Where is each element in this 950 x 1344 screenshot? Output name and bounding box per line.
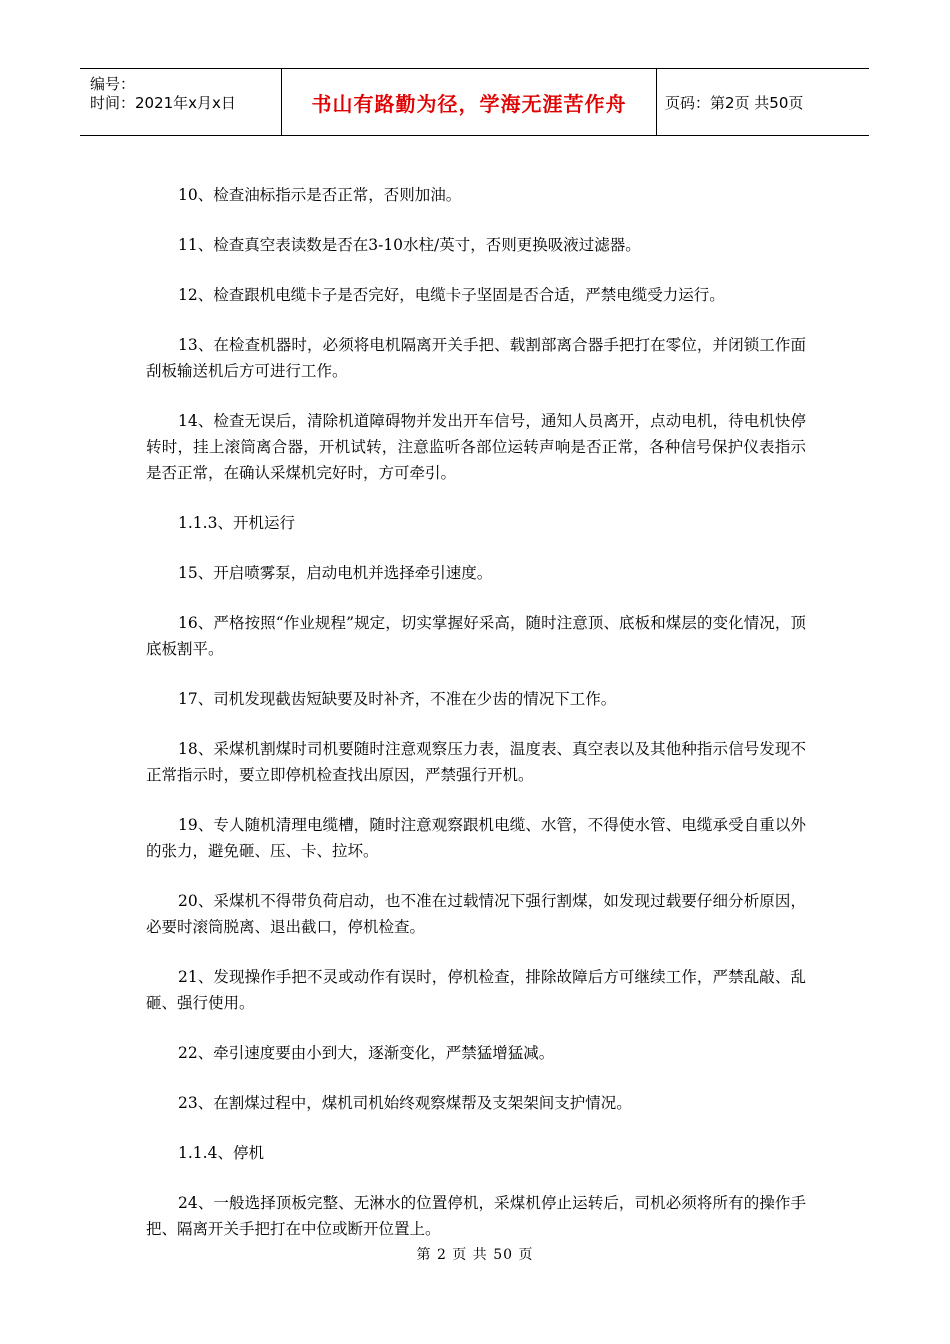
paragraph: 17、司机发现截齿短缺要及时补齐，不准在少齿的情况下工作。 <box>178 690 617 708</box>
section-heading: 1.1.4、停机 <box>178 1144 264 1162</box>
paragraph: 10、检查油标指示是否正常，否则加油。 <box>178 186 462 204</box>
time-label: 时间：2021年x月x日 <box>90 94 236 112</box>
number-label: 编号： <box>90 75 136 93</box>
paragraph: 12、检查跟机电缆卡子是否完好，电缆卡子坚固是否合适，严禁电缆受力运行。 <box>178 286 725 304</box>
paragraph: 23、在割煤过程中，煤机司机始终观察煤帮及支架架间支护情况。 <box>178 1094 632 1112</box>
paragraph: 11、检查真空表读数是否在3-10水柱/英寸，否则更换吸液过滤器。 <box>178 236 641 254</box>
paragraph: 20、采煤机不得带负荷启动，也不准在过载情况下强行割煤，如发现过载要仔细分析原因，必要时滚筒脱离、退出截口，停机检查。 <box>146 892 806 936</box>
document-body <box>146 182 806 1266</box>
header-motto: 书山有路勤为径，学海无涯苦作舟 <box>281 69 657 135</box>
section-heading: 1.1.3、开机运行 <box>178 514 295 532</box>
paragraph: 19、专人随机清理电缆槽，随时注意观察跟机电缆、水管，不得使水管、电缆承受自重以外的张力，避免砸、压、卡、拉坏。 <box>146 816 806 860</box>
paragraph: 24、一般选择顶板完整、无淋水的位置停机，采煤机停止运转后，司机必须将所有的操作手把、隔离开关手把打在中位或断开位置上。 <box>146 1194 806 1238</box>
paragraph: 21、发现操作手把不灵或动作有误时，停机检查，排除故障后方可继续工作，严禁乱敲、乱砸、强行使用。 <box>146 968 806 1012</box>
page-footer: 第 2 页 共 50 页 <box>416 1247 534 1263</box>
header-meta <box>80 69 281 135</box>
paragraph: 15、开启喷雾泵，启动电机并选择牵引速度。 <box>178 564 493 582</box>
paragraph: 14、检查无误后，清除机道障碍物并发出开车信号，通知人员离开，点动电机，待电机快停转时，挂上滚筒离合器，开机试转，注意监听各部位运转声响是否正常，各种信号保护仪表指示是否正常，在确认采煤机完好时，方可牵引。 <box>146 412 806 482</box>
paragraph: 13、在检查机器时，必须将电机隔离开关手把、载割部离合器手把打在零位，并闭锁工作面刮板输送机后方可进行工作。 <box>146 336 806 380</box>
paragraph: 22、牵引速度要由小到大，逐渐变化，严禁猛增猛减。 <box>178 1044 555 1062</box>
document-header <box>80 68 869 136</box>
paragraph: 18、采煤机割煤时司机要随时注意观察压力表，温度表、真空表以及其他种指示信号发现不正常指示时，要立即停机检查找出原因，严禁强行开机。 <box>146 740 806 784</box>
header-page-code: 页码：第2页 共50页 <box>665 93 804 112</box>
paragraph: 16、严格按照“作业规程”规定，切实掌握好采高，随时注意顶、底板和煤层的变化情况，顶底板割平。 <box>146 614 806 658</box>
